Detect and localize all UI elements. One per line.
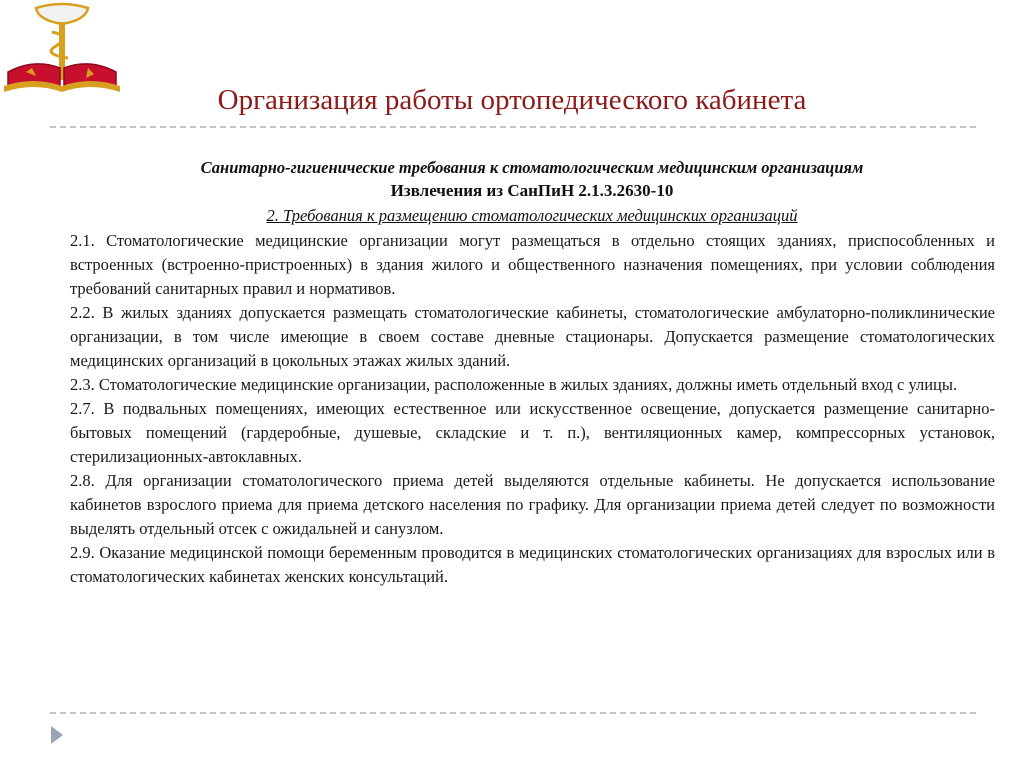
- slide-title: Организация работы ортопедического кабинета: [217, 84, 807, 116]
- top-divider: [50, 126, 976, 128]
- section-heading: Санитарно-гигиенические требования к стоматологическим медицинским организациям: [200, 158, 864, 177]
- paragraph-2-8: 2.8. Для организации стоматологического приема детей выделяются отдельные кабинеты. Не допускается использование кабинетов взрослого приема для приема детского населения по графику. Для организации приема детей следует по возможности выделять отдельный отсек с ожидальней и санузлом.: [70, 471, 995, 538]
- medical-book-emblem-icon: [2, 2, 124, 94]
- paragraph-2-7: 2.7. В подвальных помещениях, имеющих естественное или искусственное освещение, допускается размещение санитарно-бытовых помещений (гардеробные, душевые, складские и т. п.), вентиляционных камер, компрессорных установок, стерилизационных-автоклавных.: [70, 399, 995, 466]
- paragraph-2-1: 2.1. Стоматологические медицинские организации могут размещаться в отдельно стоящих зданиях, приспособленных и встроенных (встроенно-пристроенных) в здания жилого и общественного назначения помещениях, при условии соблюдения требований санитарных правил и нормативов.: [70, 231, 995, 298]
- play-arrow-icon[interactable]: [51, 726, 63, 744]
- bottom-divider: [50, 712, 976, 714]
- section-subtitle: 2. Требования к размещению стоматологических медицинских организаций: [266, 206, 798, 225]
- requirements-text: [70, 229, 995, 589]
- paragraph-2-2: 2.2. В жилых зданиях допускается размещать стоматологические кабинеты, стоматологические амбулаторно-поликлинические организации, в том числе имеющие в своем составе дневные стационары. Допускается размещение стоматологических медицинских организаций в цокольных этажах жилых зданий.: [70, 303, 995, 370]
- paragraph-2-3: 2.3. Стоматологические медицинские организации, расположенные в жилых зданиях, должны иметь отдельный вход с улицы.: [70, 375, 958, 394]
- paragraph-2-9: 2.9. Оказание медицинской помощи беременным проводится в медицинских стоматологических организациях для взрослых или в стоматологических кабинетах женских консультаций.: [70, 543, 995, 586]
- section-subheading: Извлечения из СанПиН 2.1.3.2630-10: [390, 181, 674, 200]
